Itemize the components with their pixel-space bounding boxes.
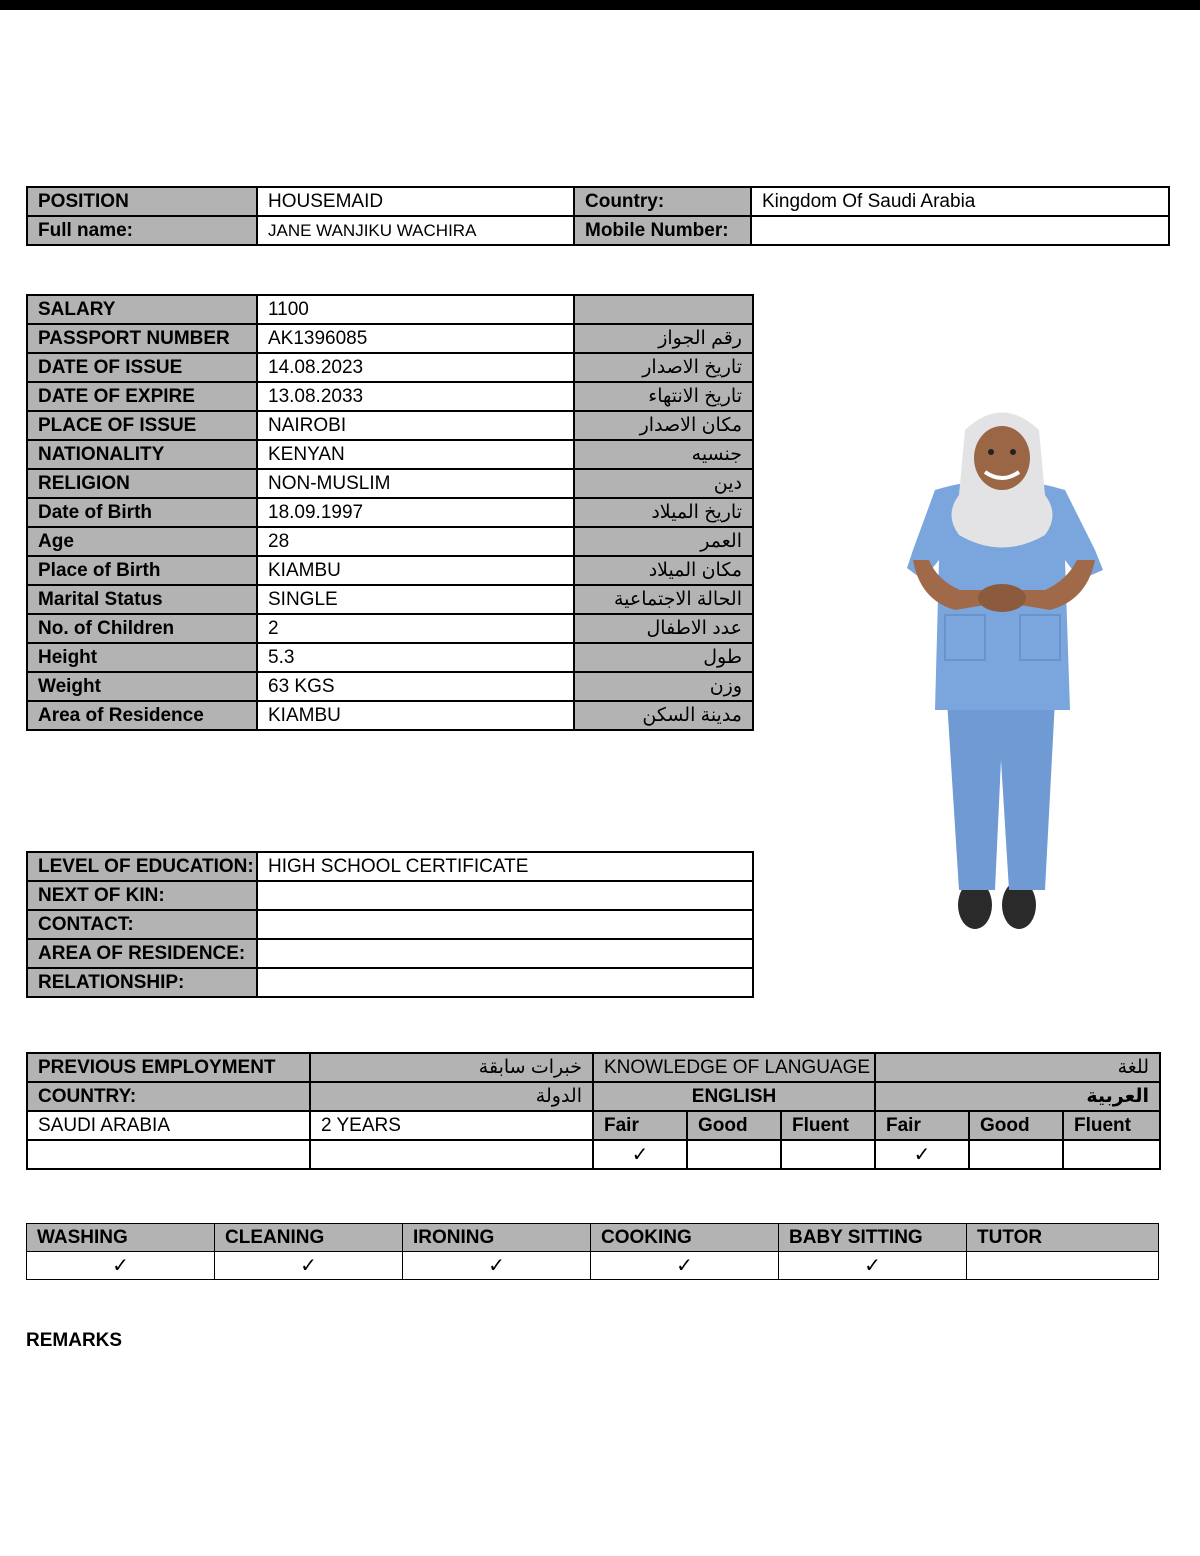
personal-arabic-label: الحالة الاجتماعية — [574, 585, 753, 614]
skills-check-row — [27, 1252, 1159, 1280]
personal-row — [27, 353, 753, 382]
education-row — [27, 852, 753, 881]
personal-row — [27, 585, 753, 614]
country-column-arabic: الدولة — [310, 1082, 593, 1111]
employment-record-row — [27, 1111, 1160, 1140]
position-label: POSITION — [27, 187, 257, 216]
personal-value: 1100 — [257, 295, 574, 324]
personal-value: 5.3 — [257, 643, 574, 672]
personal-row — [27, 701, 753, 730]
personal-label: DATE OF EXPIRE — [27, 382, 257, 411]
personal-label: PASSPORT NUMBER — [27, 324, 257, 353]
education-label: NEXT OF KIN: — [27, 881, 257, 910]
education-label: CONTACT: — [27, 910, 257, 939]
skill-baby-sitting-check: ✓ — [779, 1252, 967, 1280]
skill-washing-label: WASHING — [27, 1224, 215, 1252]
personal-value: 13.08.2033 — [257, 382, 574, 411]
education-row — [27, 939, 753, 968]
skill-cooking-check: ✓ — [591, 1252, 779, 1280]
language-arabic-label: للغة — [875, 1053, 1160, 1082]
personal-details-table — [26, 294, 754, 731]
personal-arabic-label: تاريخ الانتهاء — [574, 382, 753, 411]
personal-arabic-label: مكان الميلاد — [574, 556, 753, 585]
position-value: HOUSEMAID — [257, 187, 574, 216]
arabic-good-check — [969, 1140, 1063, 1169]
personal-label: NATIONALITY — [27, 440, 257, 469]
education-row — [27, 881, 753, 910]
arabic-good-label: Good — [969, 1111, 1063, 1140]
personal-value: KIAMBU — [257, 556, 574, 585]
personal-label: Age — [27, 527, 257, 556]
personal-label: No. of Children — [27, 614, 257, 643]
english-language-label: ENGLISH — [593, 1082, 875, 1111]
personal-arabic-label: رقم الجواز — [574, 324, 753, 353]
personal-arabic-label: مدينة السكن — [574, 701, 753, 730]
header-table — [26, 186, 1170, 246]
education-label: AREA OF RESIDENCE: — [27, 939, 257, 968]
personal-value: 18.09.1997 — [257, 498, 574, 527]
personal-arabic-label: وزن — [574, 672, 753, 701]
english-fluent-check — [781, 1140, 875, 1169]
personal-label: Area of Residence — [27, 701, 257, 730]
country-label: Country: — [574, 187, 751, 216]
education-row — [27, 968, 753, 997]
personal-row — [27, 411, 753, 440]
personal-row — [27, 440, 753, 469]
english-fluent-label: Fluent — [781, 1111, 875, 1140]
personal-value: NAIROBI — [257, 411, 574, 440]
personal-value: KIAMBU — [257, 701, 574, 730]
personal-label: PLACE OF ISSUE — [27, 411, 257, 440]
skills-label-row — [27, 1224, 1159, 1252]
mobile-label: Mobile Number: — [574, 216, 751, 245]
employment-header-row — [27, 1053, 1160, 1082]
empty-cell — [27, 1140, 310, 1169]
english-good-check — [687, 1140, 781, 1169]
personal-label: DATE OF ISSUE — [27, 353, 257, 382]
education-value: HIGH SCHOOL CERTIFICATE — [257, 852, 753, 881]
language-check-row — [27, 1140, 1160, 1169]
personal-value: 14.08.2023 — [257, 353, 574, 382]
personal-label: Place of Birth — [27, 556, 257, 585]
personal-row — [27, 295, 753, 324]
personal-row — [27, 498, 753, 527]
personal-value: NON-MUSLIM — [257, 469, 574, 498]
english-fair-label: Fair — [593, 1111, 687, 1140]
personal-arabic-label: طول — [574, 643, 753, 672]
personal-row — [27, 469, 753, 498]
arabic-fluent-check — [1063, 1140, 1160, 1169]
skill-baby-sitting-label: BABY SITTING — [779, 1224, 967, 1252]
personal-row — [27, 672, 753, 701]
personal-arabic-label: مكان الاصدار — [574, 411, 753, 440]
skill-tutor-label: TUTOR — [967, 1224, 1159, 1252]
education-row — [27, 910, 753, 939]
personal-row — [27, 324, 753, 353]
header-row-name — [27, 216, 1169, 245]
personal-label: Height — [27, 643, 257, 672]
personal-label: RELIGION — [27, 469, 257, 498]
employment-duration-value: 2 YEARS — [310, 1111, 593, 1140]
english-good-label: Good — [687, 1111, 781, 1140]
mobile-value — [751, 216, 1169, 245]
employment-language-table — [26, 1052, 1161, 1170]
personal-arabic-label: العمر — [574, 527, 753, 556]
education-value — [257, 939, 753, 968]
education-table — [26, 851, 754, 998]
education-label: RELATIONSHIP: — [27, 968, 257, 997]
skill-tutor-check — [967, 1252, 1159, 1280]
arabic-language-label: العربية — [875, 1082, 1160, 1111]
personal-value: 2 — [257, 614, 574, 643]
skill-cleaning-label: CLEANING — [215, 1224, 403, 1252]
previous-employment-arabic: خبرات سابقة — [310, 1053, 593, 1082]
personal-arabic-label — [574, 295, 753, 324]
fullname-value: JANE WANJIKU WACHIRA — [257, 216, 574, 245]
personal-label: Date of Birth — [27, 498, 257, 527]
arabic-fair-label: Fair — [875, 1111, 969, 1140]
remarks-heading: REMARKS — [26, 1330, 123, 1351]
english-fair-check: ✓ — [593, 1140, 687, 1169]
top-border-bar — [0, 0, 1200, 10]
previous-employment-label: PREVIOUS EMPLOYMENT — [27, 1053, 310, 1082]
personal-arabic-label: تاريخ الاصدار — [574, 353, 753, 382]
education-value — [257, 910, 753, 939]
personal-arabic-label: جنسيه — [574, 440, 753, 469]
skills-table — [26, 1223, 1159, 1280]
empty-cell — [310, 1140, 593, 1169]
skill-washing-check: ✓ — [27, 1252, 215, 1280]
personal-row — [27, 382, 753, 411]
candidate-photo — [895, 400, 1110, 935]
personal-value: AK1396085 — [257, 324, 574, 353]
personal-arabic-label: عدد الاطفال — [574, 614, 753, 643]
skill-ironing-check: ✓ — [403, 1252, 591, 1280]
employment-country-value: SAUDI ARABIA — [27, 1111, 310, 1140]
skill-cooking-label: COOKING — [591, 1224, 779, 1252]
skill-ironing-label: IRONING — [403, 1224, 591, 1252]
education-label: LEVEL OF EDUCATION: — [27, 852, 257, 881]
fullname-label: Full name: — [27, 216, 257, 245]
country-column-label: COUNTRY: — [27, 1082, 310, 1111]
personal-row — [27, 643, 753, 672]
header-row-position — [27, 187, 1169, 216]
personal-value: SINGLE — [257, 585, 574, 614]
country-value: Kingdom Of Saudi Arabia — [751, 187, 1169, 216]
knowledge-of-language-label: KNOWLEDGE OF LANGUAGE — [593, 1053, 875, 1082]
personal-label: Weight — [27, 672, 257, 701]
education-value — [257, 881, 753, 910]
employment-country-row — [27, 1082, 1160, 1111]
personal-row — [27, 614, 753, 643]
arabic-fair-check: ✓ — [875, 1140, 969, 1169]
personal-label: Marital Status — [27, 585, 257, 614]
personal-row — [27, 556, 753, 585]
personal-row — [27, 527, 753, 556]
skill-cleaning-check: ✓ — [215, 1252, 403, 1280]
personal-value: 63 KGS — [257, 672, 574, 701]
personal-value: 28 — [257, 527, 574, 556]
personal-value: KENYAN — [257, 440, 574, 469]
personal-arabic-label: تاريخ الميلاد — [574, 498, 753, 527]
personal-label: SALARY — [27, 295, 257, 324]
education-value — [257, 968, 753, 997]
arabic-fluent-label: Fluent — [1063, 1111, 1160, 1140]
personal-arabic-label: دين — [574, 469, 753, 498]
